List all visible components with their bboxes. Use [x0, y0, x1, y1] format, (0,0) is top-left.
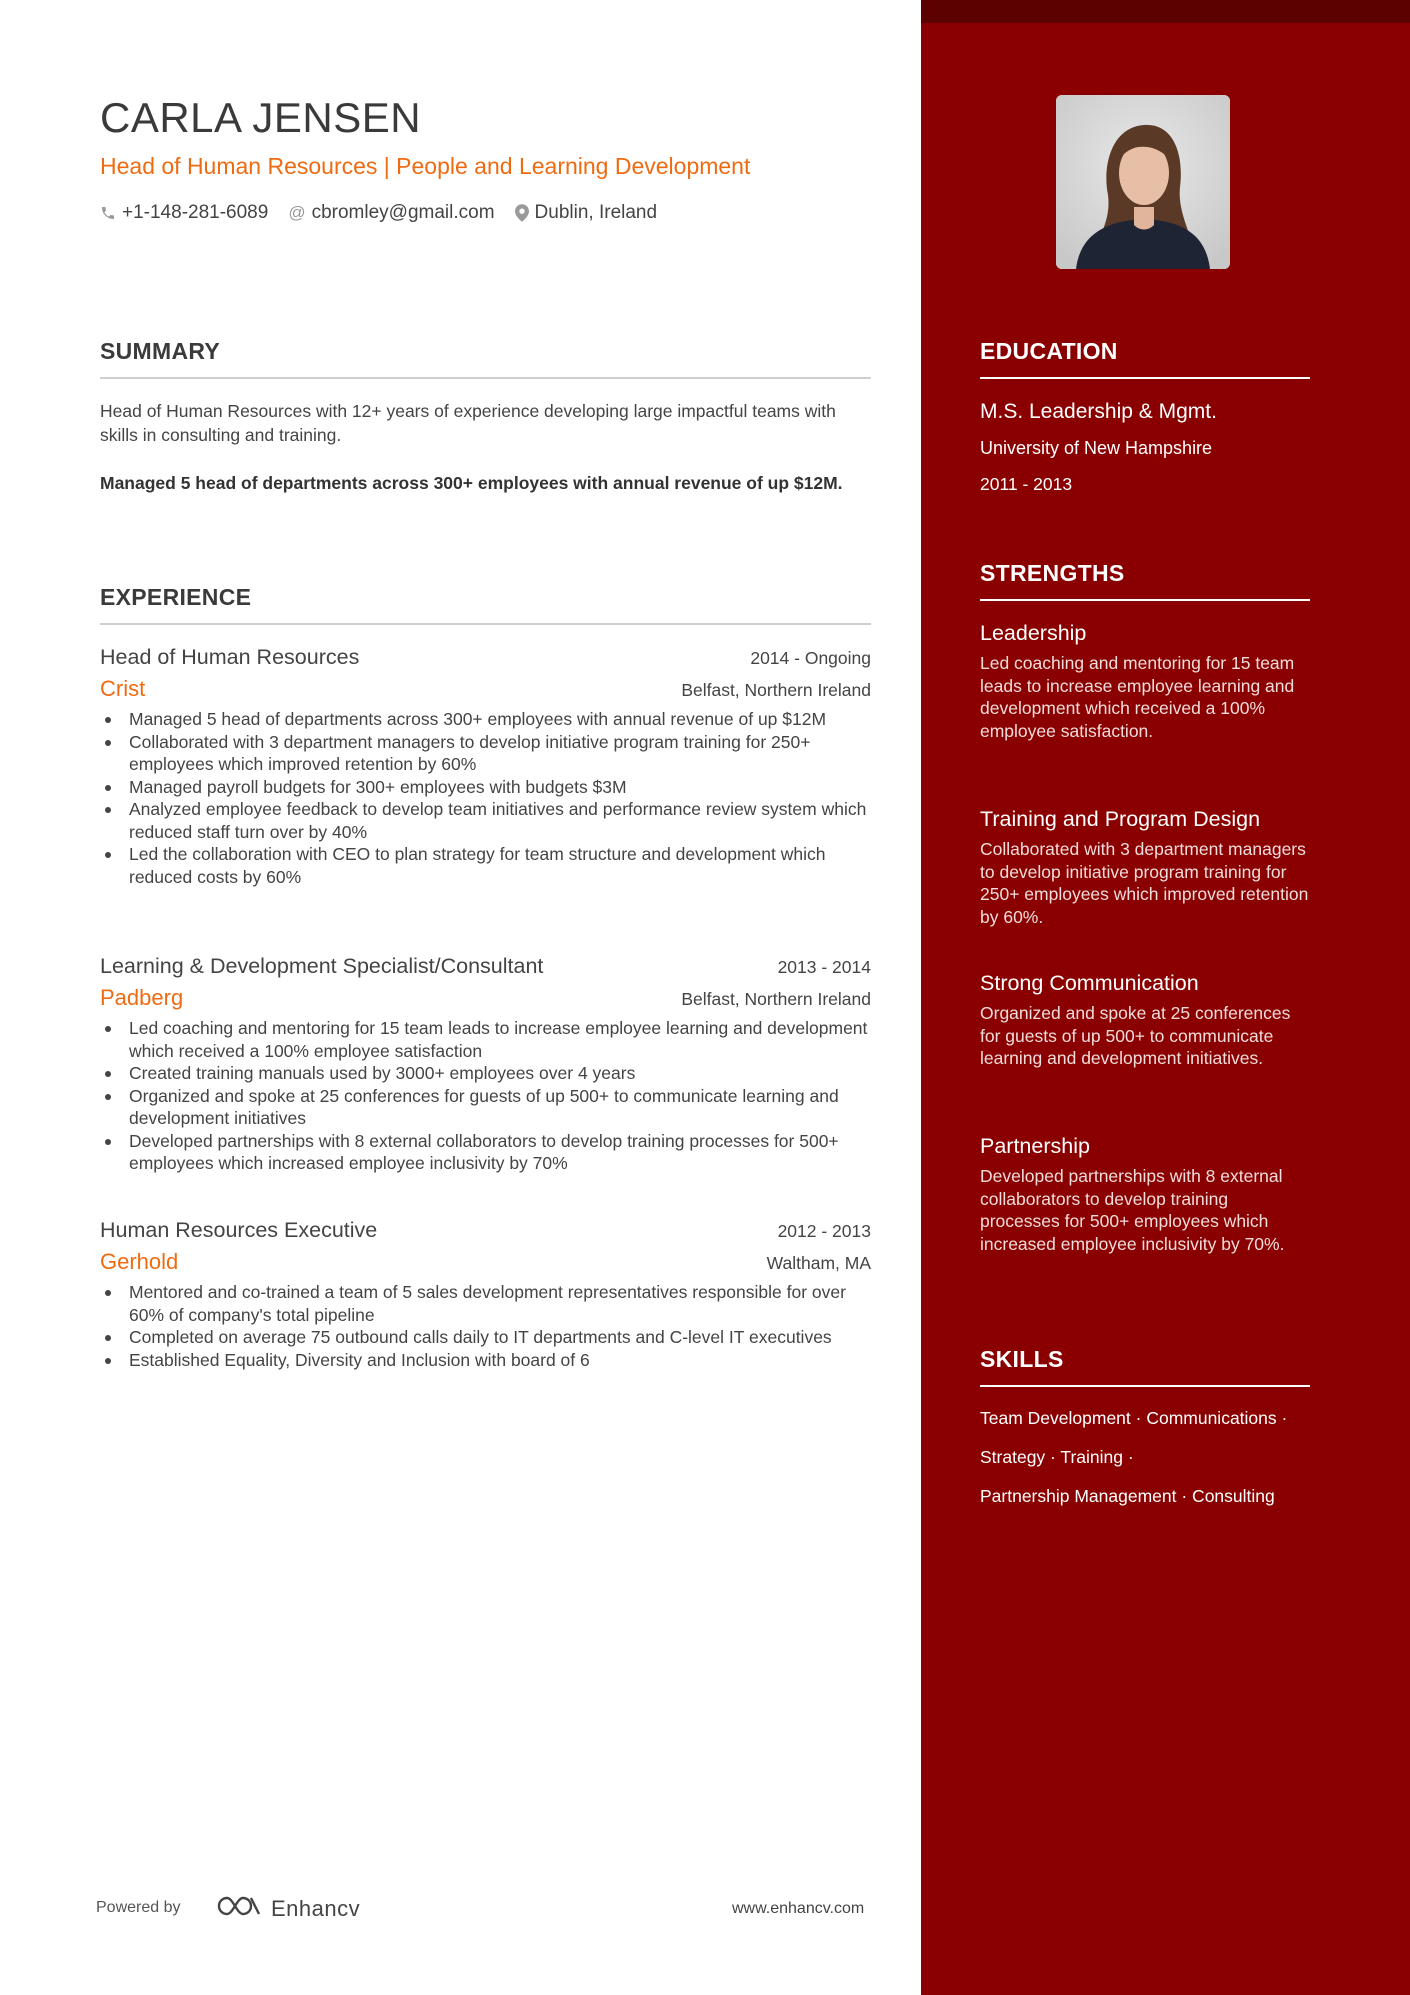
job-company-row	[100, 985, 871, 1011]
strength-title: Strong Communication	[980, 971, 1199, 995]
job-title-row	[100, 954, 871, 979]
job-bullet: Managed 5 head of departments across 300+ employees with annual revenue of up $12M	[100, 708, 871, 731]
job-dates: 2013 - 2014	[777, 957, 871, 977]
job-bullet: Established Equality, Diversity and Inclusion with board of 6	[100, 1349, 871, 1372]
job-location: Waltham, MA	[766, 1253, 871, 1273]
job-dates: 2012 - 2013	[777, 1221, 871, 1241]
footer-url[interactable]: www.enhancv.com	[732, 1900, 865, 1917]
job-bullet: Mentored and co-trained a team of 5 sales development representatives responsible for over 60% of company's total pipeline	[100, 1281, 871, 1326]
job-bullet: Analyzed employee feedback to develop team initiatives and performance review system which reduced staff turn over by 40%	[100, 798, 871, 843]
location-pin-icon	[515, 204, 529, 222]
education-degree: M.S. Leadership & Mgmt.	[980, 400, 1217, 423]
education-years: 2011 - 2013	[980, 474, 1073, 494]
strengths-title: STRENGTHS	[980, 560, 1125, 586]
strength-description: Collaborated with 3 department managers to develop initiative program training for 250+ employees which improved retention by 60%.	[980, 839, 1309, 927]
phone-text[interactable]: +1-148-281-6089	[122, 202, 269, 223]
candidate-name: CARLA JENSEN	[100, 94, 422, 141]
summary-highlight: Managed 5 head of departments across 300+ employees with annual revenue of up $12M.	[100, 473, 843, 493]
job-dates: 2014 - Ongoing	[750, 648, 871, 668]
footer-brand-logo[interactable]	[215, 1894, 360, 1923]
summary-title: SUMMARY	[100, 338, 221, 364]
job-bullet: Created training manuals used by 3000+ employees over 4 years	[100, 1062, 871, 1085]
skills-title: SKILLS	[980, 1346, 1064, 1372]
job-title: Head of Human Resources	[100, 645, 360, 669]
contact-phone	[100, 202, 268, 224]
job-bullets	[100, 1281, 871, 1371]
job-bullet: Completed on average 75 outbound calls daily to IT departments and C-level IT executives	[100, 1326, 871, 1349]
job-entry	[100, 645, 871, 888]
strength-item	[980, 621, 1310, 742]
strength-item	[980, 1134, 1310, 1255]
avatar	[1056, 95, 1230, 269]
strength-item	[980, 971, 1310, 1070]
job-bullet: Collaborated with 3 department managers to develop initiative program training for 250+ employees which improved retention by 60%	[100, 731, 871, 776]
footer-brand-name: Enhancv	[271, 1895, 361, 1921]
strength-description: Organized and spoke at 25 conferences for guests of up 500+ to communicate learning and development initiatives.	[980, 1003, 1291, 1068]
job-bullet: Managed payroll budgets for 300+ employees with budgets $3M	[100, 776, 871, 799]
location-text: Dublin, Ireland	[534, 202, 658, 223]
job-bullet: Led the collaboration with CEO to plan strategy for team structure and development which reduced costs by 60%	[100, 843, 871, 888]
education-title: EDUCATION	[980, 338, 1118, 364]
job-title-row	[100, 645, 871, 670]
summary-divider	[100, 377, 871, 379]
summary-text: Head of Human Resources with 12+ years of experience developing large impactful teams with skills in consulting and training.	[100, 401, 836, 445]
strength-title: Training and Program Design	[980, 807, 1261, 831]
job-bullets	[100, 1017, 871, 1175]
sidebar-top-band	[921, 0, 1410, 23]
strength-title: Leadership	[980, 621, 1087, 645]
education-divider	[980, 377, 1310, 379]
job-bullets	[100, 708, 871, 888]
job-location: Belfast, Northern Ireland	[681, 989, 871, 1009]
profile-photo	[1056, 95, 1230, 269]
job-company: Padberg	[100, 985, 184, 1010]
contact-email	[288, 202, 494, 224]
job-bullet: Developed partnerships with 8 external collaborators to develop training processes for 500+ employees which increased employee inclusivity by 70%	[100, 1130, 871, 1175]
experience-divider	[100, 623, 871, 625]
job-bullet: Led coaching and mentoring for 15 team leads to increase employee learning and development which received a 100% employee satisfaction	[100, 1017, 871, 1062]
at-icon: @	[288, 203, 306, 222]
education-school: University of New Hampshire	[980, 438, 1213, 458]
job-company: Gerhold	[100, 1249, 179, 1274]
strength-description: Developed partnerships with 8 external collaborators to develop training processes for 500+ employees which increased employee inclusivity by 70%.	[980, 1166, 1285, 1254]
job-company: Crist	[100, 676, 146, 701]
contact-location	[515, 202, 658, 224]
strength-item	[980, 807, 1310, 928]
skills-divider	[980, 1385, 1310, 1387]
phone-icon	[100, 205, 116, 221]
candidate-headline: Head of Human Resources | People and Learning Development	[100, 153, 751, 179]
job-title-row	[100, 1218, 871, 1243]
strengths-divider	[980, 599, 1310, 601]
contact-row	[100, 202, 677, 224]
strength-title: Partnership	[980, 1134, 1090, 1158]
job-entry	[100, 954, 871, 1175]
job-company-row	[100, 1249, 871, 1275]
job-company-row	[100, 676, 871, 702]
strength-description: Led coaching and mentoring for 15 team leads to increase employee learning and development which received a 100% employee satisfaction.	[980, 653, 1295, 741]
job-bullet: Organized and spoke at 25 conferences for guests of up 500+ to communicate learning and development initiatives	[100, 1085, 871, 1130]
email-text[interactable]: cbromley@gmail.com	[311, 202, 495, 223]
job-title: Human Resources Executive	[100, 1218, 378, 1242]
enhancv-logo-icon	[215, 1894, 263, 1923]
job-entry	[100, 1218, 871, 1371]
experience-title: EXPERIENCE	[100, 584, 252, 610]
job-location: Belfast, Northern Ireland	[681, 680, 871, 700]
skills-line: Partnership Management · Consulting	[980, 1486, 1275, 1506]
skills-line: Strategy · Training ·	[980, 1447, 1134, 1467]
job-title: Learning & Development Specialist/Consultant	[100, 954, 544, 978]
skills-line: Team Development · Communications ·	[980, 1408, 1288, 1428]
footer-powered-by: Powered by	[96, 1899, 181, 1916]
